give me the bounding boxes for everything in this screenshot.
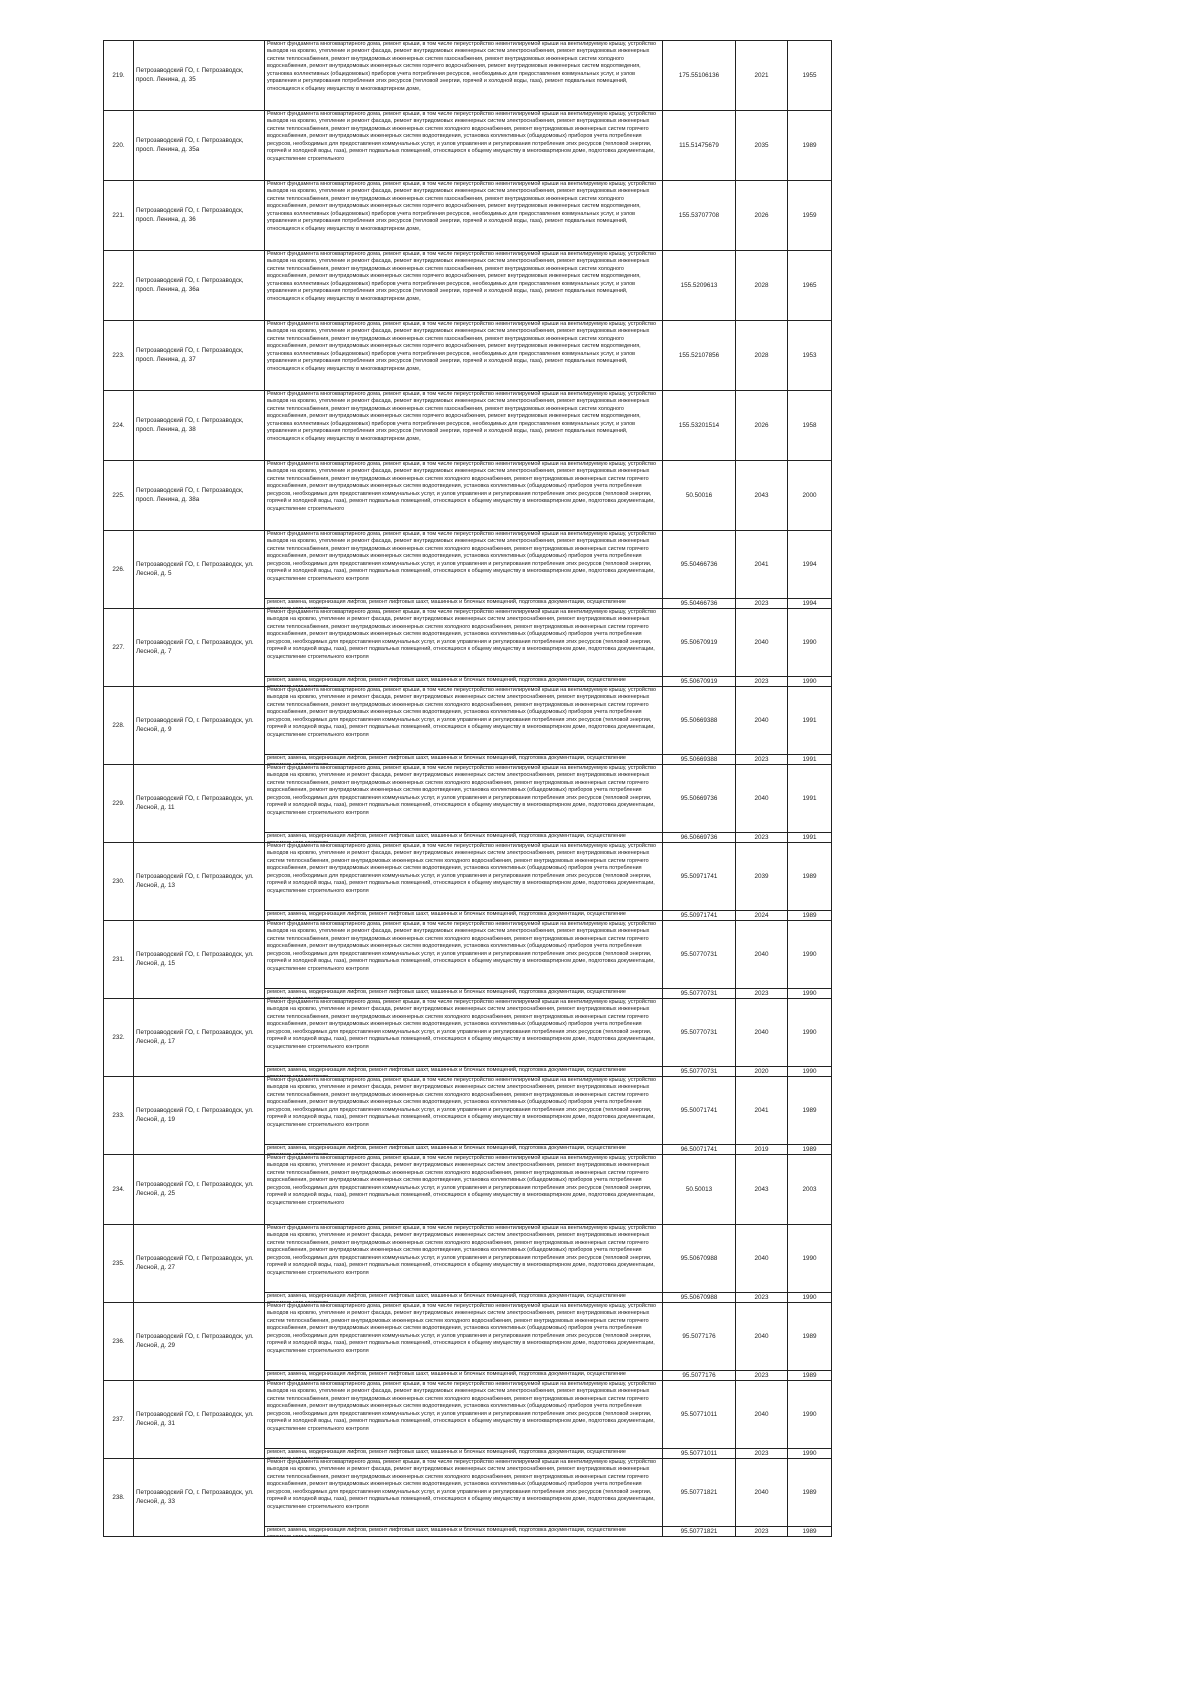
address-cell: Петрозаводский ГО, г. Петрозаводск, ул. Лесной, д. 7 [134,609,265,687]
work-description [265,1145,663,1155]
work-description-text: Ремонт фундамента многоквартирного дома, ремонт крыши, в том числе переустройство невентилируемой крыши на вентилируемую крышу, устройство выходов на кровлю, утепление и ремонт фасада, ремонт внутридомовых инженерных систем электроснабжения, ремонт внутридомовых инженерных систем теплоснабжения, ремонт внутридомовых инженерных систем холодного водоснабжения, ремонт внутридомовых инженерных систем горячего водоснабжения, ремонт внутридомовых инженерных систем водоотведения, установка коллективных (общедомовых) приборов учета потребления ресурсов, необходимых для предоставления коммунальных услуг, и узлов управления и регулирования потребления этих ресурсов (тепловой энергии, горячей и холодной воды, газа), ремонт подвальных помещений, относящихся к общему имуществу в многоквартирном доме, подготовка документации, осуществление строительного контроля [267,1077,656,1128]
build-year-cell: 1965 [788,251,832,321]
planned-year-cell: 2023 [736,1293,788,1303]
work-description-text: Ремонт фундамента многоквартирного дома, ремонт крыши, в том числе переустройство невентилируемой крыши на вентилируемую крышу, устройство выходов на кровлю, утепление и ремонт фасада, ремонт внутридомовых инженерных систем электроснабжения, ремонт внутридомовых инженерных систем теплоснабжения, ремонт внутридомовых инженерных систем холодного водоснабжения, ремонт внутридомовых инженерных систем горячего водоснабжения, ремонт внутридомовых инженерных систем водоотведения, установка коллективных (общедомовых) приборов учета потребления ресурсов, необходимых для предоставления коммунальных услуг, и узлов управления и регулирования потребления этих ресурсов (тепловой энергии, горячей и холодной воды, газа), ремонт подвальных помещений, относящихся к общему имуществу в многоквартирном доме, подготовка документации, осуществление строительного контроля [267,1225,656,1276]
work-description-text: Ремонт фундамента многоквартирного дома, ремонт крыши, в том числе переустройство невентилируемой крыши на вентилируемую крышу, устройство выходов на кровлю, утепление и ремонт фасада, ремонт внутридомовых инженерных систем электроснабжения, ремонт внутридомовых инженерных систем теплоснабжения, ремонт внутридомовых инженерных систем холодного водоснабжения, ремонт внутридомовых инженерных систем горячего водоснабжения, ремонт внутридомовых инженерных систем водоотведения, установка коллективных (общедомовых) приборов учета потребления ресурсов, необходимых для предоставления коммунальных услуг, и узлов управления и регулирования потребления этих ресурсов (тепловой энергии, горячей и холодной воды, газа), ремонт подвальных помещений, относящихся к общему имуществу в многоквартирном доме, подготовка документации, осуществление строительного [267,111,656,162]
address-cell: Петрозаводский ГО, г. Петрозаводск, ул. Лесной, д. 33 [134,1459,265,1537]
table-row [104,1077,832,1145]
row-number: 230. [104,843,134,921]
work-description-text: Ремонт фундамента многоквартирного дома, ремонт крыши, в том числе переустройство невентилируемой крыши на вентилируемую крышу, устройство выходов на кровлю, утепление и ремонт фасада, ремонт внутридомовых инженерных систем электроснабжения, ремонт внутридомовых инженерных систем теплоснабжения, ремонт внутридомовых инженерных систем холодного водоснабжения, ремонт внутридомовых инженерных систем горячего водоснабжения, ремонт внутридомовых инженерных систем водоотведения, установка коллективных (общедомовых) приборов учета потребления ресурсов, необходимых для предоставления коммунальных услуг, и узлов управления и регулирования потребления этих ресурсов (тепловой энергии, горячей и холодной воды, газа), ремонт подвальных помещений, относящихся к общему имуществу в многоквартирном доме, подготовка документации, осуществление строительного контроля [267,921,656,972]
row-number: 222. [104,251,134,321]
build-year-cell: 1994 [788,531,832,599]
table-row [104,41,832,111]
table-row [104,321,832,391]
planned-year-cell: 2040 [736,1381,788,1449]
row-number: 220. [104,111,134,181]
work-description [265,687,663,755]
cost-cell: 95.50466736 [663,531,736,599]
row-number: 236. [104,1303,134,1381]
cost-cell: 95.50071741 [663,1077,736,1145]
planned-year-cell: 2019 [736,1145,788,1155]
planned-year-cell: 2023 [736,1527,788,1537]
address-cell: Петрозаводский ГО, г. Петрозаводск, ул. Лесной, д. 15 [134,921,265,999]
build-year-cell: 1990 [788,1225,832,1293]
cost-cell: 115.51475679 [663,111,736,181]
planned-year-cell: 2023 [736,755,788,765]
planned-year-cell: 2028 [736,321,788,391]
cost-cell: 95.50669388 [663,687,736,755]
cost-cell: 95.5077176 [663,1303,736,1371]
cost-cell: 95.50670919 [663,677,736,687]
work-description [265,251,663,321]
row-number: 237. [104,1381,134,1459]
row-number: 227. [104,609,134,687]
build-year-cell: 1990 [788,677,832,687]
cost-cell: 95.50670988 [663,1293,736,1303]
build-year-cell: 1990 [788,609,832,677]
planned-year-cell: 2039 [736,843,788,911]
work-description-text: Ремонт фундамента многоквартирного дома, ремонт крыши, в том числе переустройство невентилируемой крыши на вентилируемую крышу, устройство выходов на кровлю, утепление и ремонт фасада, ремонт внутридомовых инженерных систем электроснабжения, ремонт внутридомовых инженерных систем теплоснабжения, ремонт внутридомовых инженерных систем холодного водоснабжения, ремонт внутридомовых инженерных систем горячего водоснабжения, ремонт внутридомовых инженерных систем водоотведения, установка коллективных (общедомовых) приборов учета потребления ресурсов, необходимых для предоставления коммунальных услуг, и узлов управления и регулирования потребления этих ресурсов (тепловой энергии, горячей и холодной воды, газа), ремонт подвальных помещений, относящихся к общему имуществу в многоквартирном доме, подготовка документации, осуществление строительного [267,1155,656,1206]
address-cell: Петрозаводский ГО, г. Петрозаводск, ул. Лесной, д. 9 [134,687,265,765]
work-description [265,911,663,921]
row-number: 231. [104,921,134,999]
work-description [265,1459,663,1527]
build-year-cell: 1989 [788,111,832,181]
planned-year-cell: 2040 [736,921,788,989]
planned-year-cell: 2024 [736,911,788,921]
cost-cell: 50.50013 [663,1155,736,1225]
row-number: 238. [104,1459,134,1537]
table-row [104,251,832,321]
build-year-cell: 1989 [788,1527,832,1537]
work-description-text: Ремонт фундамента многоквартирного дома, ремонт крыши, в том числе переустройство невентилируемой крыши на вентилируемую крышу, устройство выходов на кровлю, утепление и ремонт фасада, ремонт внутридомовых инженерных систем электроснабжения, ремонт внутридомовых инженерных систем теплоснабжения, ремонт внутридомовых инженерных систем холодного водоснабжения, ремонт внутридомовых инженерных систем горячего водоснабжения, ремонт внутридомовых инженерных систем водоотведения, установка коллективных (общедомовых) приборов учета потребления ресурсов, необходимых для предоставления коммунальных услуг, и узлов управления и регулирования потребления этих ресурсов (тепловой энергии, горячей и холодной воды, газа), ремонт подвальных помещений, относящихся к общему имуществу в многоквартирном доме, подготовка документации, осуществление строительного контроля [267,531,656,582]
work-description [265,1381,663,1449]
work-description [265,1077,663,1145]
cost-cell: 96.50669736 [663,833,736,843]
planned-year-cell: 2023 [736,677,788,687]
work-description-text: Ремонт фундамента многоквартирного дома, ремонт крыши, в том числе переустройство невентилируемой крыши на вентилируемую крышу, устройство выходов на кровлю, утепление и ремонт фасада, ремонт внутридомовых инженерных систем электроснабжения, ремонт внутридомовых инженерных систем теплоснабжения, ремонт внутридомовых инженерных систем холодного водоснабжения, ремонт внутридомовых инженерных систем горячего водоснабжения, ремонт внутридомовых инженерных систем водоотведения, установка коллективных (общедомовых) приборов учета потребления ресурсов, необходимых для предоставления коммунальных услуг, и узлов управления и регулирования потребления этих ресурсов (тепловой энергии, горячей и холодной воды, газа), ремонт подвальных помещений, относящихся к общему имуществу в многоквартирном доме, подготовка документации, осуществление строительного контроля [267,1303,656,1354]
work-description [265,1067,663,1077]
planned-year-cell: 2021 [736,41,788,111]
work-description [265,833,663,843]
work-description [265,1225,663,1293]
cost-cell: 95.50669736 [663,765,736,833]
address-cell: Петрозаводский ГО, г. Петрозаводск, ул. Лесной, д. 5 [134,531,265,609]
address-cell: Петрозаводский ГО, г. Петрозаводск, просп. Ленина, д. 37 [134,321,265,391]
work-description [265,609,663,677]
build-year-cell: 1990 [788,1067,832,1077]
work-description [265,321,663,391]
address-cell: Петрозаводский ГО, г. Петрозаводск, просп. Ленина, д. 38а [134,461,265,531]
build-year-cell: 1991 [788,755,832,765]
cost-cell: 95.50771011 [663,1449,736,1459]
build-year-cell: 1959 [788,181,832,251]
cost-cell: 95.50770731 [663,999,736,1067]
table-row [104,1225,832,1293]
work-description-text: ремонт, замена, модернизация лифтов, ремонт лифтовых шахт, машинных и блочных помещений, подготовка документации, осуществление [267,677,626,683]
planned-year-cell: 2026 [736,181,788,251]
work-description-text: ремонт, замена, модернизация лифтов, ремонт лифтовых шахт, машинных и блочных помещений, подготовка документации, осуществление [267,1145,626,1151]
table-row [104,765,832,833]
address-cell: Петрозаводский ГО, г. Петрозаводск, ул. Лесной, д. 25 [134,1155,265,1225]
work-description-text: Ремонт фундамента многоквартирного дома, ремонт крыши, в том числе переустройство невентилируемой крыши на вентилируемую крышу, устройство выходов на кровлю, утепление и ремонт фасада, ремонт внутридомовых инженерных систем электроснабжения, ремонт внутридомовых инженерных систем теплоснабжения, ремонт внутридомовых инженерных систем холодного водоснабжения, ремонт внутридомовых инженерных систем горячего водоснабжения, ремонт внутридомовых инженерных систем водоотведения, установка коллективных (общедомовых) приборов учета потребления ресурсов, необходимых для предоставления коммунальных услуг, и узлов управления и регулирования потребления этих ресурсов (тепловой энергии, горячей и холодной воды, газа), ремонт подвальных помещений, относящихся к общему имуществу в многоквартирном доме, подготовка документации, осуществление строительного контроля [267,765,656,816]
work-description-text: Ремонт фундамента многоквартирного дома, ремонт крыши, в том числе переустройство невентилируемой крыши на вентилируемую крышу, устройство выходов на кровлю, утепление и ремонт фасада, ремонт внутридомовых инженерных систем электроснабжения, ремонт внутридомовых инженерных систем теплоснабжения, ремонт внутридомовых инженерных систем холодного водоснабжения, ремонт внутридомовых инженерных систем горячего водоснабжения, ремонт внутридомовых инженерных систем водоотведения, установка коллективных (общедомовых) приборов учета потребления ресурсов, необходимых для предоставления коммунальных услуг, и узлов управления и регулирования потребления этих ресурсов (тепловой энергии, горячей и холодной воды, газа), ремонт подвальных помещений, относящихся к общему имуществу в многоквартирном доме, подготовка документации, осуществление строительного контроля [267,1381,656,1432]
work-description-text: ремонт, замена, модернизация лифтов, ремонт лифтовых шахт, машинных и блочных помещений, подготовка документации, осуществление [267,911,626,917]
work-description-text: Ремонт фундамента многоквартирного дома, ремонт крыши, в том числе переустройство невентилируемой крыши на вентилируемую крышу, устройство выходов на кровлю, утепление и ремонт фасада, ремонт внутридомовых инженерных систем электроснабжения, ремонт внутридомовых инженерных систем теплоснабжения, ремонт внутридомовых инженерных систем холодного водоснабжения, ремонт внутридомовых инженерных систем горячего водоснабжения, ремонт внутридомовых инженерных систем водоотведения, установка коллективных (общедомовых) приборов учета потребления ресурсов, необходимых для предоставления коммунальных услуг, и узлов управления и регулирования потребления этих ресурсов (тепловой энергии, горячей и холодной воды, газа), ремонт подвальных помещений, относящихся к общему имуществу в многоквартирном доме, подготовка документации, осуществление строительного контроля [267,1459,656,1510]
work-description-text: Ремонт фундамента многоквартирного дома, ремонт крыши, в том числе переустройство невентилируемой крыши на вентилируемую крышу, устройство выходов на кровлю, утепление и ремонт фасада, ремонт внутридомовых инженерных систем электроснабжения, ремонт внутридомовых инженерных систем теплоснабжения, ремонт внутридомовых инженерных систем холодного водоснабжения, ремонт внутридомовых инженерных систем горячего водоснабжения, ремонт внутридомовых инженерных систем водоотведения, установка коллективных (общедомовых) приборов учета потребления ресурсов, необходимых для предоставления коммунальных услуг, и узлов управления и регулирования потребления этих ресурсов (тепловой энергии, горячей и холодной воды, газа), ремонт подвальных помещений, относящихся к общему имуществу в многоквартирном доме, подготовка документации, осуществление строительного [267,461,656,512]
work-description [265,755,663,765]
cost-cell: 50.50016 [663,461,736,531]
work-description [265,111,663,181]
cost-cell: 95.50770731 [663,921,736,989]
work-description-text: ремонт, замена, модернизация лифтов, ремонт лифтовых шахт, машинных и блочных помещений, подготовка документации, осуществление [267,1067,626,1073]
address-cell: Петрозаводский ГО, г. Петрозаводск, просп. Ленина, д. 35а [134,111,265,181]
planned-year-cell: 2040 [736,999,788,1067]
capital-repair-table [103,40,832,1537]
address-cell: Петрозаводский ГО, г. Петрозаводск, ул. Лесной, д. 31 [134,1381,265,1459]
work-description-text: Ремонт фундамента многоквартирного дома, ремонт крыши, в том числе переустройство невентилируемой крыши на вентилируемую крышу, устройство выходов на кровлю, утепление и ремонт фасада, ремонт внутридомовых инженерных систем электроснабжения, ремонт внутридомовых инженерных систем теплоснабжения, ремонт внутридомовых инженерных систем газоснабжения, ремонт внутридомовых инженерных систем холодного водоснабжения, ремонт внутридомовых инженерных систем горячего водоснабжения, ремонт внутридомовых инженерных систем водоотведения, установка коллективных (общедомовых) приборов учета потребления ресурсов, необходимых для предоставления коммунальных услуг, и узлов управления и регулирования потребления этих ресурсов (тепловой энергии, горячей и холодной воды, газа), ремонт подвальных помещений, относящихся к общему имуществу в многоквартирном доме, [267,41,656,92]
work-description [265,1155,663,1225]
cost-cell: 95.50771821 [663,1527,736,1537]
row-number: 223. [104,321,134,391]
work-description [265,1371,663,1381]
build-year-cell: 1953 [788,321,832,391]
planned-year-cell: 2026 [736,391,788,461]
address-cell: Петрозаводский ГО, г. Петрозаводск, ул. Лесной, д. 11 [134,765,265,843]
work-description [265,599,663,609]
table-row [104,531,832,599]
work-description-text: Ремонт фундамента многоквартирного дома, ремонт крыши, в том числе переустройство невентилируемой крыши на вентилируемую крышу, устройство выходов на кровлю, утепление и ремонт фасада, ремонт внутридомовых инженерных систем электроснабжения, ремонт внутридомовых инженерных систем теплоснабжения, ремонт внутридомовых инженерных систем газоснабжения, ремонт внутридомовых инженерных систем холодного водоснабжения, ремонт внутридомовых инженерных систем горячего водоснабжения, ремонт внутридомовых инженерных систем водоотведения, установка коллективных (общедомовых) приборов учета потребления ресурсов, необходимых для предоставления коммунальных услуг, и узлов управления и регулирования потребления этих ресурсов (тепловой энергии, горячей и холодной воды, газа), ремонт подвальных помещений, относящихся к общему имуществу в многоквартирном доме, [267,321,656,372]
planned-year-cell: 2020 [736,1067,788,1077]
build-year-cell: 1955 [788,41,832,111]
table-row [104,921,832,989]
planned-year-cell: 2023 [736,599,788,609]
cost-cell: 155.52107856 [663,321,736,391]
build-year-cell: 1990 [788,921,832,989]
table-row [104,609,832,677]
address-cell: Петрозаводский ГО, г. Петрозаводск, ул. Лесной, д. 13 [134,843,265,921]
planned-year-cell: 2040 [736,687,788,755]
work-description [265,989,663,999]
planned-year-cell: 2040 [736,1225,788,1293]
work-description [265,1449,663,1459]
address-cell: Петрозаводский ГО, г. Петрозаводск, ул. Лесной, д. 29 [134,1303,265,1381]
build-year-cell: 1990 [788,999,832,1067]
work-description [265,1527,663,1537]
build-year-cell: 1958 [788,391,832,461]
planned-year-cell: 2041 [736,1077,788,1145]
row-number: 221. [104,181,134,251]
build-year-cell: 1991 [788,765,832,833]
cost-cell: 155.53201514 [663,391,736,461]
work-description [265,999,663,1067]
cost-cell: 95.50669388 [663,755,736,765]
work-description [265,765,663,833]
table-row [104,999,832,1067]
table-body [104,41,832,1537]
build-year-cell: 1990 [788,1293,832,1303]
planned-year-cell: 2040 [736,1459,788,1527]
cost-cell: 95.50971741 [663,843,736,911]
planned-year-cell: 2041 [736,531,788,599]
cost-cell: 95.5077176 [663,1371,736,1381]
table-row [104,843,832,911]
work-description-text: Ремонт фундамента многоквартирного дома, ремонт крыши, в том числе переустройство невентилируемой крыши на вентилируемую крышу, устройство выходов на кровлю, утепление и ремонт фасада, ремонт внутридомовых инженерных систем электроснабжения, ремонт внутридомовых инженерных систем теплоснабжения, ремонт внутридомовых инженерных систем холодного водоснабжения, ремонт внутридомовых инженерных систем горячего водоснабжения, ремонт внутридомовых инженерных систем водоотведения, установка коллективных (общедомовых) приборов учета потребления ресурсов, необходимых для предоставления коммунальных услуг, и узлов управления и регулирования потребления этих ресурсов (тепловой энергии, горячей и холодной воды, газа), ремонт подвальных помещений, относящихся к общему имуществу в многоквартирном доме, подготовка документации, осуществление строительного контроля [267,687,656,738]
cost-cell: 95.50971741 [663,911,736,921]
work-description [265,921,663,989]
row-number: 234. [104,1155,134,1225]
address-cell: Петрозаводский ГО, г. Петрозаводск, ул. Лесной, д. 17 [134,999,265,1077]
work-description-text: ремонт, замена, модернизация лифтов, ремонт лифтовых шахт, машинных и блочных помещений, подготовка документации, осуществление [267,1371,626,1377]
work-description-text: ремонт, замена, модернизация лифтов, ремонт лифтовых шахт, машинных и блочных помещений, подготовка документации, осуществление [267,989,626,995]
table-row [104,181,832,251]
work-description [265,531,663,599]
row-number: 219. [104,41,134,111]
table-row [104,461,832,531]
work-description [265,461,663,531]
cost-cell: 95.50770731 [663,989,736,999]
cost-cell: 95.50670988 [663,1225,736,1293]
work-description [265,843,663,911]
build-year-cell: 1989 [788,1459,832,1527]
planned-year-cell: 2023 [736,1449,788,1459]
build-year-cell: 1989 [788,1371,832,1381]
work-description [265,181,663,251]
cost-cell: 95.50770731 [663,1067,736,1077]
planned-year-cell: 2023 [736,833,788,843]
build-year-cell: 1991 [788,687,832,755]
planned-year-cell: 2040 [736,609,788,677]
row-number: 233. [104,1077,134,1155]
planned-year-cell: 2043 [736,1155,788,1225]
build-year-cell: 1989 [788,843,832,911]
work-description [265,677,663,687]
work-description-text: Ремонт фундамента многоквартирного дома, ремонт крыши, в том числе переустройство невентилируемой крыши на вентилируемую крышу, устройство выходов на кровлю, утепление и ремонт фасада, ремонт внутридомовых инженерных систем электроснабжения, ремонт внутридомовых инженерных систем теплоснабжения, ремонт внутридомовых инженерных систем газоснабжения, ремонт внутридомовых инженерных систем холодного водоснабжения, ремонт внутридомовых инженерных систем горячего водоснабжения, ремонт внутридомовых инженерных систем водоотведения, установка коллективных (общедомовых) приборов учета потребления ресурсов, необходимых для предоставления коммунальных услуг, и узлов управления и регулирования потребления этих ресурсов (тепловой энергии, горячей и холодной воды, газа), ремонт подвальных помещений, относящихся к общему имуществу в многоквартирном доме, [267,181,656,232]
work-description-text: ремонт, замена, модернизация лифтов, ремонт лифтовых шахт, машинных и блочных помещений, подготовка документации, осуществление [267,599,626,605]
row-number: 225. [104,461,134,531]
row-number: 226. [104,531,134,609]
address-cell: Петрозаводский ГО, г. Петрозаводск, ул. Лесной, д. 19 [134,1077,265,1155]
cost-cell: 96.50071741 [663,1145,736,1155]
row-number: 232. [104,999,134,1077]
planned-year-cell: 2040 [736,1303,788,1371]
table-row [104,1459,832,1527]
build-year-cell: 2000 [788,461,832,531]
cost-cell: 95.50771821 [663,1459,736,1527]
work-description-text: Ремонт фундамента многоквартирного дома, ремонт крыши, в том числе переустройство невентилируемой крыши на вентилируемую крышу, устройство выходов на кровлю, утепление и ремонт фасада, ремонт внутридомовых инженерных систем электроснабжения, ремонт внутридомовых инженерных систем теплоснабжения, ремонт внутридомовых инженерных систем газоснабжения, ремонт внутридомовых инженерных систем холодного водоснабжения, ремонт внутридомовых инженерных систем горячего водоснабжения, ремонт внутридомовых инженерных систем водоотведения, установка коллективных (общедомовых) приборов учета потребления ресурсов, необходимых для предоставления коммунальных услуг, и узлов управления и регулирования потребления этих ресурсов (тепловой энергии, горячей и холодной воды, газа), ремонт подвальных помещений, относящихся к общему имуществу в многоквартирном доме, [267,251,656,302]
build-year-cell: 1990 [788,1449,832,1459]
row-number: 224. [104,391,134,461]
work-description-text: ремонт, замена, модернизация лифтов, ремонт лифтовых шахт, машинных и блочных помещений, подготовка документации, осуществление [267,1293,626,1299]
build-year-cell: 1994 [788,599,832,609]
build-year-cell: 1991 [788,833,832,843]
address-cell: Петрозаводский ГО, г. Петрозаводск, просп. Ленина, д. 38 [134,391,265,461]
build-year-cell: 1990 [788,1381,832,1449]
cost-cell: 175.55106136 [663,41,736,111]
planned-year-cell: 2035 [736,111,788,181]
table-row [104,391,832,461]
work-description-text: ремонт, замена, модернизация лифтов, ремонт лифтовых шахт, машинных и блочных помещений, подготовка документации, осуществление [267,1449,626,1455]
cost-cell: 155.53707708 [663,181,736,251]
work-description-text: Ремонт фундамента многоквартирного дома, ремонт крыши, в том числе переустройство невентилируемой крыши на вентилируемую крышу, устройство выходов на кровлю, утепление и ремонт фасада, ремонт внутридомовых инженерных систем электроснабжения, ремонт внутридомовых инженерных систем теплоснабжения, ремонт внутридомовых инженерных систем холодного водоснабжения, ремонт внутридомовых инженерных систем горячего водоснабжения, ремонт внутридомовых инженерных систем водоотведения, установка коллективных (общедомовых) приборов учета потребления ресурсов, необходимых для предоставления коммунальных услуг, и узлов управления и регулирования потребления этих ресурсов (тепловой энергии, горячей и холодной воды, газа), ремонт подвальных помещений, относящихся к общему имуществу в многоквартирном доме, подготовка документации, осуществление строительного контроля [267,843,656,894]
planned-year-cell: 2023 [736,989,788,999]
planned-year-cell: 2023 [736,1371,788,1381]
build-year-cell: 2003 [788,1155,832,1225]
cost-cell: 155.5209613 [663,251,736,321]
work-description-text: ремонт, замена, модернизация лифтов, ремонт лифтовых шахт, машинных и блочных помещений, подготовка документации, осуществление [267,1527,626,1533]
row-number: 229. [104,765,134,843]
work-description-text: Ремонт фундамента многоквартирного дома, ремонт крыши, в том числе переустройство невентилируемой крыши на вентилируемую крышу, устройство выходов на кровлю, утепление и ремонт фасада, ремонт внутридомовых инженерных систем электроснабжения, ремонт внутридомовых инженерных систем теплоснабжения, ремонт внутридомовых инженерных систем холодного водоснабжения, ремонт внутридомовых инженерных систем горячего водоснабжения, ремонт внутридомовых инженерных систем водоотведения, установка коллективных (общедомовых) приборов учета потребления ресурсов, необходимых для предоставления коммунальных услуг, и узлов управления и регулирования потребления этих ресурсов (тепловой энергии, горячей и холодной воды, газа), ремонт подвальных помещений, относящихся к общему имуществу в многоквартирном доме, подготовка документации, осуществление строительного контроля [267,999,656,1050]
planned-year-cell: 2043 [736,461,788,531]
table-row [104,1381,832,1449]
row-number: 235. [104,1225,134,1303]
work-description [265,1293,663,1303]
cost-cell: 95.50771011 [663,1381,736,1449]
build-year-cell: 1989 [788,1077,832,1145]
work-description-text: ремонт, замена, модернизация лифтов, ремонт лифтовых шахт, машинных и блочных помещений, подготовка документации, осуществление [267,755,626,761]
work-description [265,1303,663,1371]
address-cell: Петрозаводский ГО, г. Петрозаводск, просп. Ленина, д. 35 [134,41,265,111]
planned-year-cell: 2028 [736,251,788,321]
work-description-text: ремонт, замена, модернизация лифтов, ремонт лифтовых шахт, машинных и блочных помещений, подготовка документации, осуществление [267,833,626,839]
build-year-cell: 1990 [788,989,832,999]
work-description-text: Ремонт фундамента многоквартирного дома, ремонт крыши, в том числе переустройство невентилируемой крыши на вентилируемую крышу, устройство выходов на кровлю, утепление и ремонт фасада, ремонт внутридомовых инженерных систем электроснабжения, ремонт внутридомовых инженерных систем теплоснабжения, ремонт внутридомовых инженерных систем холодного водоснабжения, ремонт внутридомовых инженерных систем горячего водоснабжения, ремонт внутридомовых инженерных систем водоотведения, установка коллективных (общедомовых) приборов учета потребления ресурсов, необходимых для предоставления коммунальных услуг, и узлов управления и регулирования потребления этих ресурсов (тепловой энергии, горячей и холодной воды, газа), ремонт подвальных помещений, относящихся к общему имуществу в многоквартирном доме, подготовка документации, осуществление строительного контроля [267,609,656,660]
table-row [104,687,832,755]
cost-cell: 95.50466736 [663,599,736,609]
work-description [265,391,663,461]
table-row [104,111,832,181]
address-cell: Петрозаводский ГО, г. Петрозаводск, просп. Ленина, д. 36а [134,251,265,321]
address-cell: Петрозаводский ГО, г. Петрозаводск, просп. Ленина, д. 36 [134,181,265,251]
table-row [104,1303,832,1371]
address-cell: Петрозаводский ГО, г. Петрозаводск, ул. Лесной, д. 27 [134,1225,265,1303]
cost-cell: 95.50670919 [663,609,736,677]
work-description [265,41,663,111]
build-year-cell: 1989 [788,1303,832,1371]
work-description-text: Ремонт фундамента многоквартирного дома, ремонт крыши, в том числе переустройство невентилируемой крыши на вентилируемую крышу, устройство выходов на кровлю, утепление и ремонт фасада, ремонт внутридомовых инженерных систем электроснабжения, ремонт внутридомовых инженерных систем теплоснабжения, ремонт внутридомовых инженерных систем газоснабжения, ремонт внутридомовых инженерных систем холодного водоснабжения, ремонт внутридомовых инженерных систем горячего водоснабжения, ремонт внутридомовых инженерных систем водоотведения, установка коллективных (общедомовых) приборов учета потребления ресурсов, необходимых для предоставления коммунальных услуг, и узлов управления и регулирования потребления этих ресурсов (тепловой энергии, горячей и холодной воды, газа), ремонт подвальных помещений, относящихся к общему имуществу в многоквартирном доме, [267,391,656,442]
planned-year-cell: 2040 [736,765,788,833]
build-year-cell: 1989 [788,1145,832,1155]
row-number: 228. [104,687,134,765]
table-row [104,1155,832,1225]
build-year-cell: 1989 [788,911,832,921]
